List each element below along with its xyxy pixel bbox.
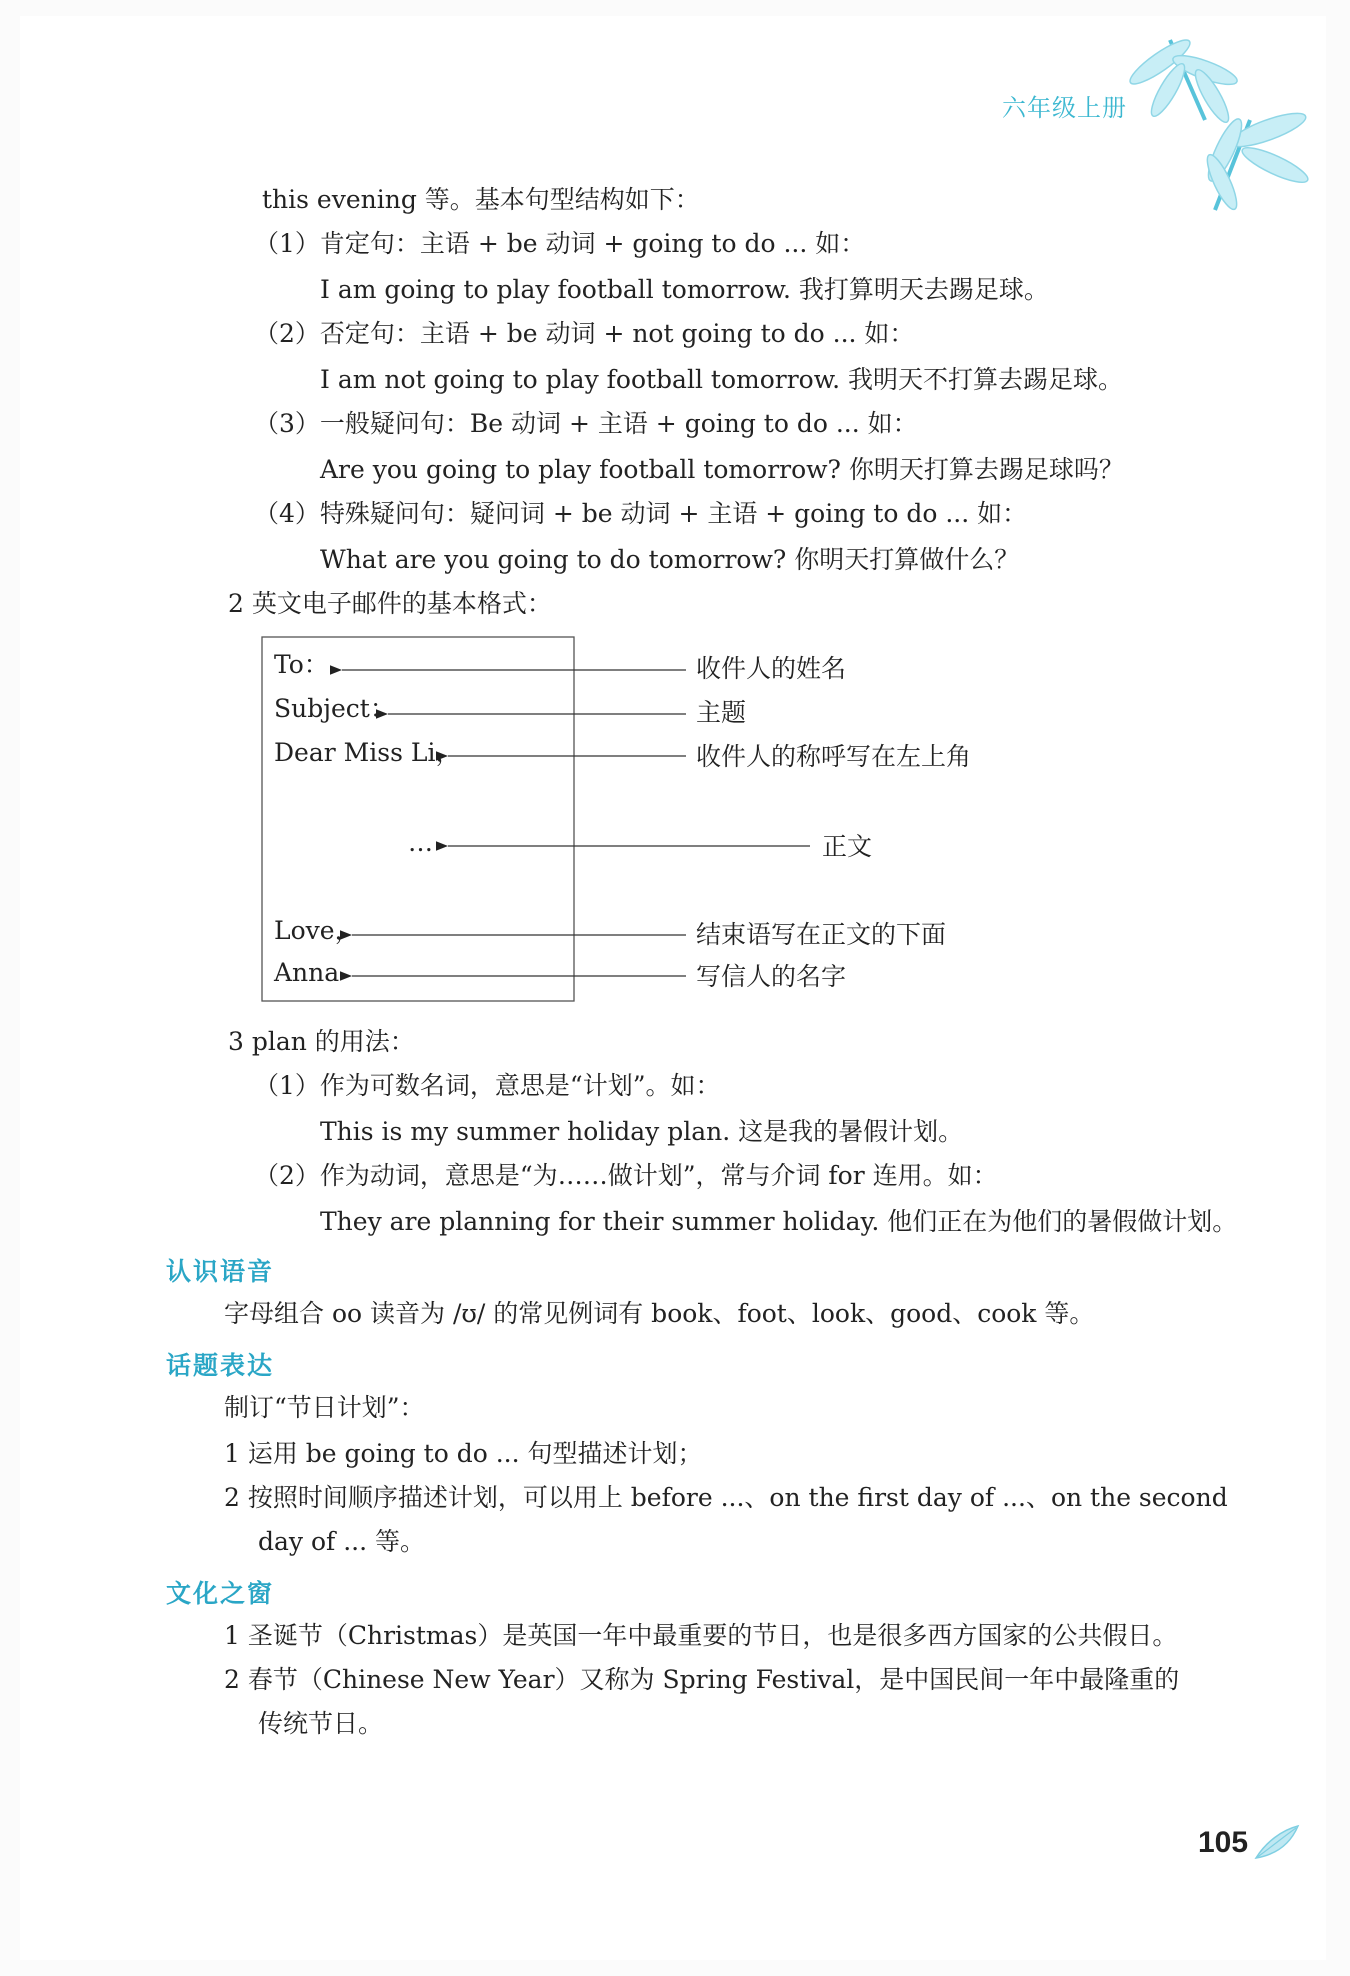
- topic-item-continued: day of ... 等。: [258, 1527, 426, 1556]
- grammar-item-example: I am not going to play football tomorrow. 我明天不打算去踢足球。: [320, 365, 1124, 394]
- plan-item-example: This is my summer holiday plan. 这是我的暑假计划。: [320, 1117, 964, 1146]
- email-box: [262, 637, 574, 1001]
- grammar-intro: this evening 等。基本句型结构如下：: [262, 185, 700, 214]
- topic-intro: 制订“节日计划”：: [224, 1393, 425, 1422]
- topic-item: 1 运用 be going to do ... 句型描述计划；: [224, 1439, 703, 1468]
- culture-item: 1 圣诞节（Christmas）是英国一年中最重要的节日，也是很多西方国家的公共假日。: [224, 1621, 1178, 1650]
- grammar-item-label: （4）特殊疑问句：疑问词 + be 动词 + 主语 + going to do ... 如：: [254, 499, 1028, 528]
- grammar-item-example: Are you going to play football tomorrow? 你明天打算去踢足球吗？: [320, 455, 1124, 484]
- culture-heading: 文化之窗: [166, 1579, 275, 1608]
- email-body-ellipsis: …: [408, 828, 433, 857]
- grammar-item-label: （1）肯定句：主语 + be 动词 + going to do ... 如：: [254, 229, 866, 258]
- phonics-heading: 认识语音: [166, 1257, 275, 1286]
- email-format-title: 2 英文电子邮件的基本格式：: [228, 589, 552, 618]
- grade-label: 六年级上册: [1002, 94, 1127, 122]
- grammar-item-example: I am going to play football tomorrow. 我打算明天去踢足球。: [320, 275, 1049, 304]
- email-signature: Anna: [274, 958, 340, 987]
- plan-item-label: （1）作为可数名词，意思是“计划”。如：: [254, 1071, 721, 1100]
- label-recipient-name: 收件人的姓名: [696, 654, 847, 683]
- email-greeting: Dear Miss Li，: [274, 738, 461, 767]
- culture-item: 2 春节（Chinese New Year）又称为 Spring Festival，是中国民间一年中最隆重的: [224, 1665, 1180, 1694]
- email-closing: Love，: [274, 916, 360, 945]
- plan-item-example: They are planning for their summer holiday. 他们正在为他们的暑假做计划。: [320, 1207, 1238, 1236]
- label-signer: 写信人的名字: [696, 962, 847, 991]
- label-subject: 主题: [696, 698, 747, 727]
- grammar-item-label: （3）一般疑问句：Be 动词 + 主语 + going to do ... 如：: [254, 409, 918, 438]
- topic-item: 2 按照时间顺序描述计划，可以用上 before ...、on the first day of ...、on the second: [224, 1483, 1228, 1512]
- leaf-icon: [1252, 1822, 1302, 1862]
- plan-title: 3 plan 的用法：: [228, 1027, 415, 1056]
- label-body: 正文: [822, 832, 873, 861]
- page-number: 105: [1198, 1826, 1249, 1859]
- label-salutation: 收件人的称呼写在左上角: [696, 742, 972, 771]
- email-to: To：: [274, 650, 329, 679]
- topic-heading: 话题表达: [166, 1351, 275, 1380]
- grammar-item-example: What are you going to do tomorrow? 你明天打算做什么？: [320, 545, 1020, 574]
- phonics-text: 字母组合 oo 读音为 /ʊ/ 的常见例词有 book、foot、look、good、cook 等。: [224, 1299, 1095, 1328]
- label-closing: 结束语写在正文的下面: [696, 920, 947, 949]
- plan-item-label: （2）作为动词，意思是“为……做计划”，常与介词 for 连用。如：: [254, 1161, 998, 1190]
- culture-item-continued: 传统节日。: [258, 1709, 384, 1738]
- grammar-item-label: （2）否定句：主语 + be 动词 + not going to do ... 如：: [254, 319, 915, 348]
- email-subject: Subject：: [274, 694, 395, 723]
